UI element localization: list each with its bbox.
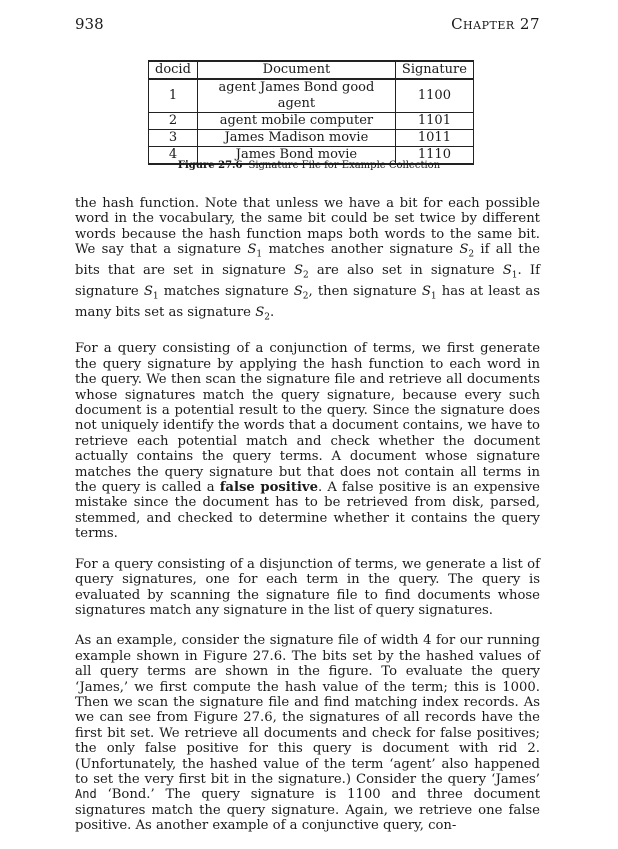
table-header-row xyxy=(149,61,474,79)
figure-caption-text: Signature File for Example Collection xyxy=(248,160,441,171)
docid-cell: 2 xyxy=(149,113,198,130)
docid-cell: 1 xyxy=(149,79,198,113)
keyword-and: And xyxy=(75,787,97,802)
paragraph-disjunctive-query: For a query consisting of a disjunction of terms, we generate a list of query signatures, one for each term in the query. The query is evaluated by scanning the signature file to find documents whose signatures match any signature in the list of query signatures. xyxy=(75,556,540,618)
chapter-heading: Chapter 27 xyxy=(451,15,540,33)
signature-file-table xyxy=(148,60,474,165)
docid-cell: 4 xyxy=(149,147,198,165)
term-false-positive: false positive xyxy=(219,480,318,496)
document-cell: James Bond movie xyxy=(197,147,395,165)
figure-caption-label: Figure 27.6 xyxy=(177,160,243,171)
column-header-docid: docid xyxy=(149,61,198,79)
paragraph-signature-matching: the hash function. Note that unless we have a bit for each possible word in the vocabulary, the same bit could be set twice by different words because the hash function maps both words to the same bit. We say that a signature $S_1$ matches another signature $S_2$ if all the bits that are set in signature $S_2$ are also set in signature $S_1$. If signature $S_1$ matches signature $S_2$, then signature $S_1$ has at least as many bits set as signature $S_2$. xyxy=(75,196,540,323)
signature-cell: 1100 xyxy=(395,79,473,113)
signature-cell: 1011 xyxy=(395,130,473,147)
document-cell: agent James Bond good agent xyxy=(197,79,395,113)
signature-cell: 1101 xyxy=(395,113,473,130)
table-row xyxy=(149,113,474,130)
column-header-document: Document xyxy=(197,61,395,79)
table-row xyxy=(149,130,474,147)
figure-caption xyxy=(0,160,618,171)
document-cell: James Madison movie xyxy=(197,130,395,147)
signature-cell: 1110 xyxy=(395,147,473,165)
page-number: 938 xyxy=(75,15,104,33)
document-cell: agent mobile computer xyxy=(197,113,395,130)
table-row xyxy=(149,79,474,113)
docid-cell: 3 xyxy=(149,130,198,147)
paragraph-conjunctive-query: For a query consisting of a conjunction of terms, we first generate the query signature by applying the hash function to each word in the query. We then scan the signature file and retrieve all documents whose signatures match the query signature, because every such document is a potential result to the query. Since the signature does not uniquely identify the words that a document contains, we have to retrieve each potential match and check whether the document actually contains the query terms. A document whose signature matches the query signature but that does not contain all terms in the query is called a false positive. A false positive is an expensive mistake since the document has to be retrieved from disk, parsed, stemmed, and checked to determine whether it contains the query terms. xyxy=(75,341,540,542)
column-header-signature: Signature xyxy=(395,61,473,79)
paragraph-example: As an example, consider the signature file of width 4 for our running example shown in Figure 27.6. The bits set by the hashed values of all query terms are shown in the figure. To evaluate the query ‘James,’ we first compute the hash value of the term; this is 1000. Then we scan the signature file and find matching index records. As we can see from Figure 27.6, the signatures of all records have the first bit set. We retrieve all documents and check for false positives; the only false positive for this query is document with rid 2. (Unfortunately, the hashed value of the term ‘agent’ also happened to set the very first bit in the signature.) Consider the query ‘James’ And ‘Bond.’ The query signature is 1100 and three document signatures match the query signature. Again, we retrieve one false positive. As another example of a conjunctive query, con- xyxy=(75,633,540,834)
body-text xyxy=(75,196,540,849)
